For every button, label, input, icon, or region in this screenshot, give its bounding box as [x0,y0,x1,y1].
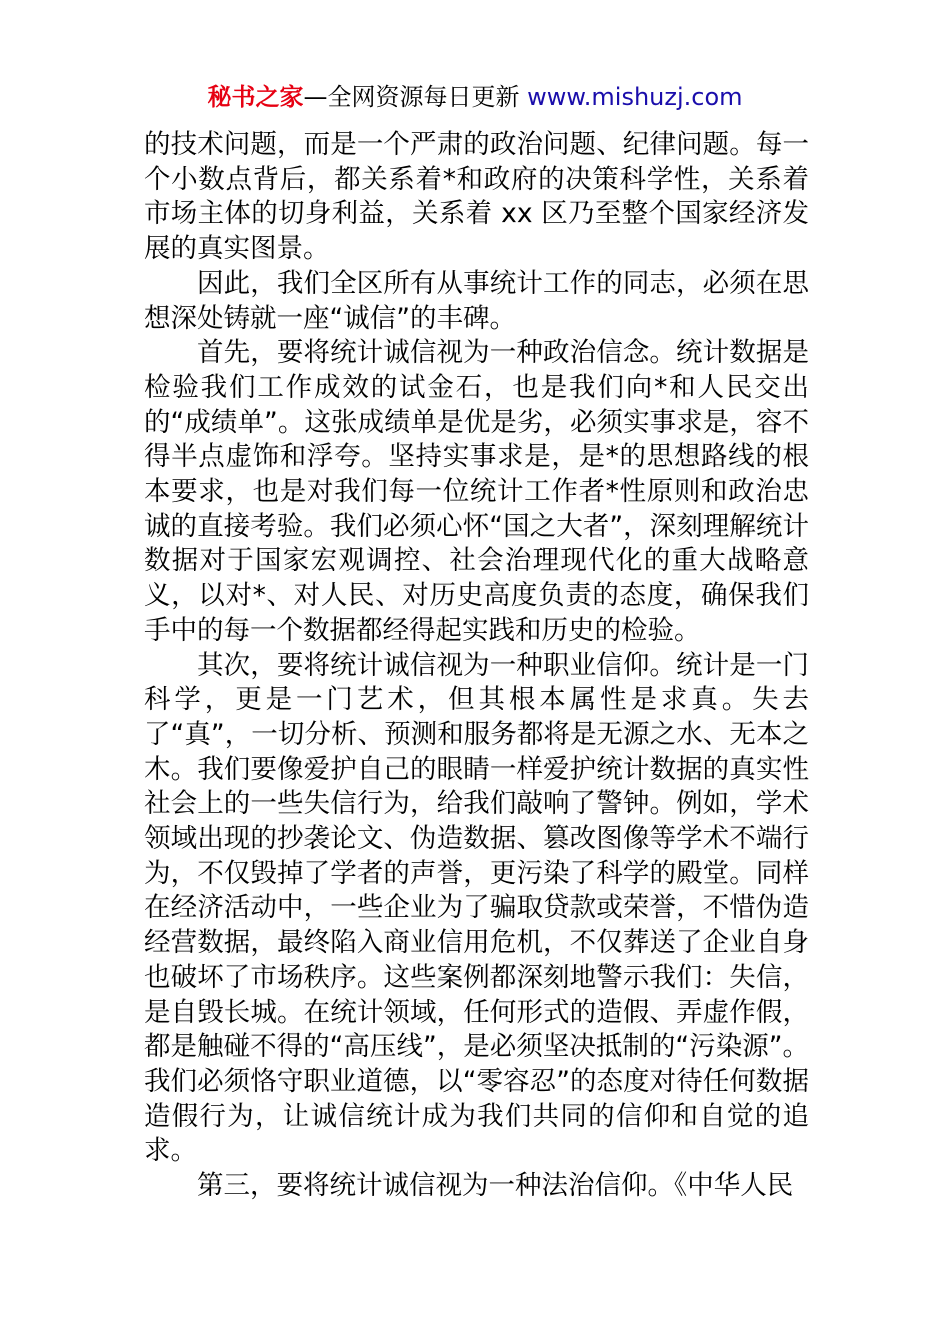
document-body [144,128,809,1204]
paragraph-third: 第三，要将统计诚信视为一种法治信仰。《中华人民 [197,1170,794,1202]
brand-name: 秘书之家 [207,83,304,111]
paragraph-therefore: 因此，我们全区所有从事统计工作的同志，必须在思想深处铸就一座“诚信”的丰碑。 [144,267,809,334]
site-url[interactable]: www.mishuzj.com [527,83,743,111]
page-header [0,80,950,114]
header-tagline: —全网资源每日更新 [303,83,520,111]
paragraph-second: 其次，要将统计诚信视为一种职业信仰。统计是一门科学，更是一门艺术，但其根本属性是求真。失去了“真”，一切分析、预测和服务都将是无源之水、无本之木。我们要像爱护自己的眼睛一样爱护统计数据的真实性社会上的一些失信行为，给我们敲响了警钟。例如，学术领域出现的抄袭论文、伪造数据、篡改图像等学术不端行为，不仅毁掉了学者的声誉，更污染了科学的殿堂。同样在经济活动中，一些企业为了骗取贷款或荣誉，不惜伪造经营数据，最终陷入商业信用危机，不仅葬送了企业自身也破坏了市场秩序。这些案例都深刻地警示我们：失信，是自毁长城。在统计领域，任何形式的造假、弄虚作假，都是触碰不得的“高压线”，是必须坚决抵制的“污染源”。我们必须恪守职业道德，以“零容忍”的态度对待任何数据造假行为，让诚信统计成为我们共同的信仰和自觉的追求。 [144,649,809,1167]
paragraph-first: 首先，要将统计诚信视为一种政治信念。统计数据是检验我们工作成效的试金石，也是我们向*和人民交出的“成绩单”。这张成绩单是优是劣，必须实事求是，容不得半点虚饰和浮夸。坚持实事求是，是*的思想路线的根本要求，也是对我们每一位统计工作者*性原则和政治忠诚的直接考验。我们必须心怀“国之大者”，深刻理解统计数据对于国家宏观调控、社会治理现代化的重大战略意义，以对*、对人民、对历史高度负责的态度，确保我们手中的每一个数据都经得起实践和历史的检验。 [144,337,809,646]
paragraph-continuation: 的技术问题，而是一个严肃的政治问题、纪律问题。每一个小数点背后，都关系着*和政府的决策科学性，关系着市场主体的切身利益，关系着 xx 区乃至整个国家经济发展的真实图景。 [144,129,809,265]
